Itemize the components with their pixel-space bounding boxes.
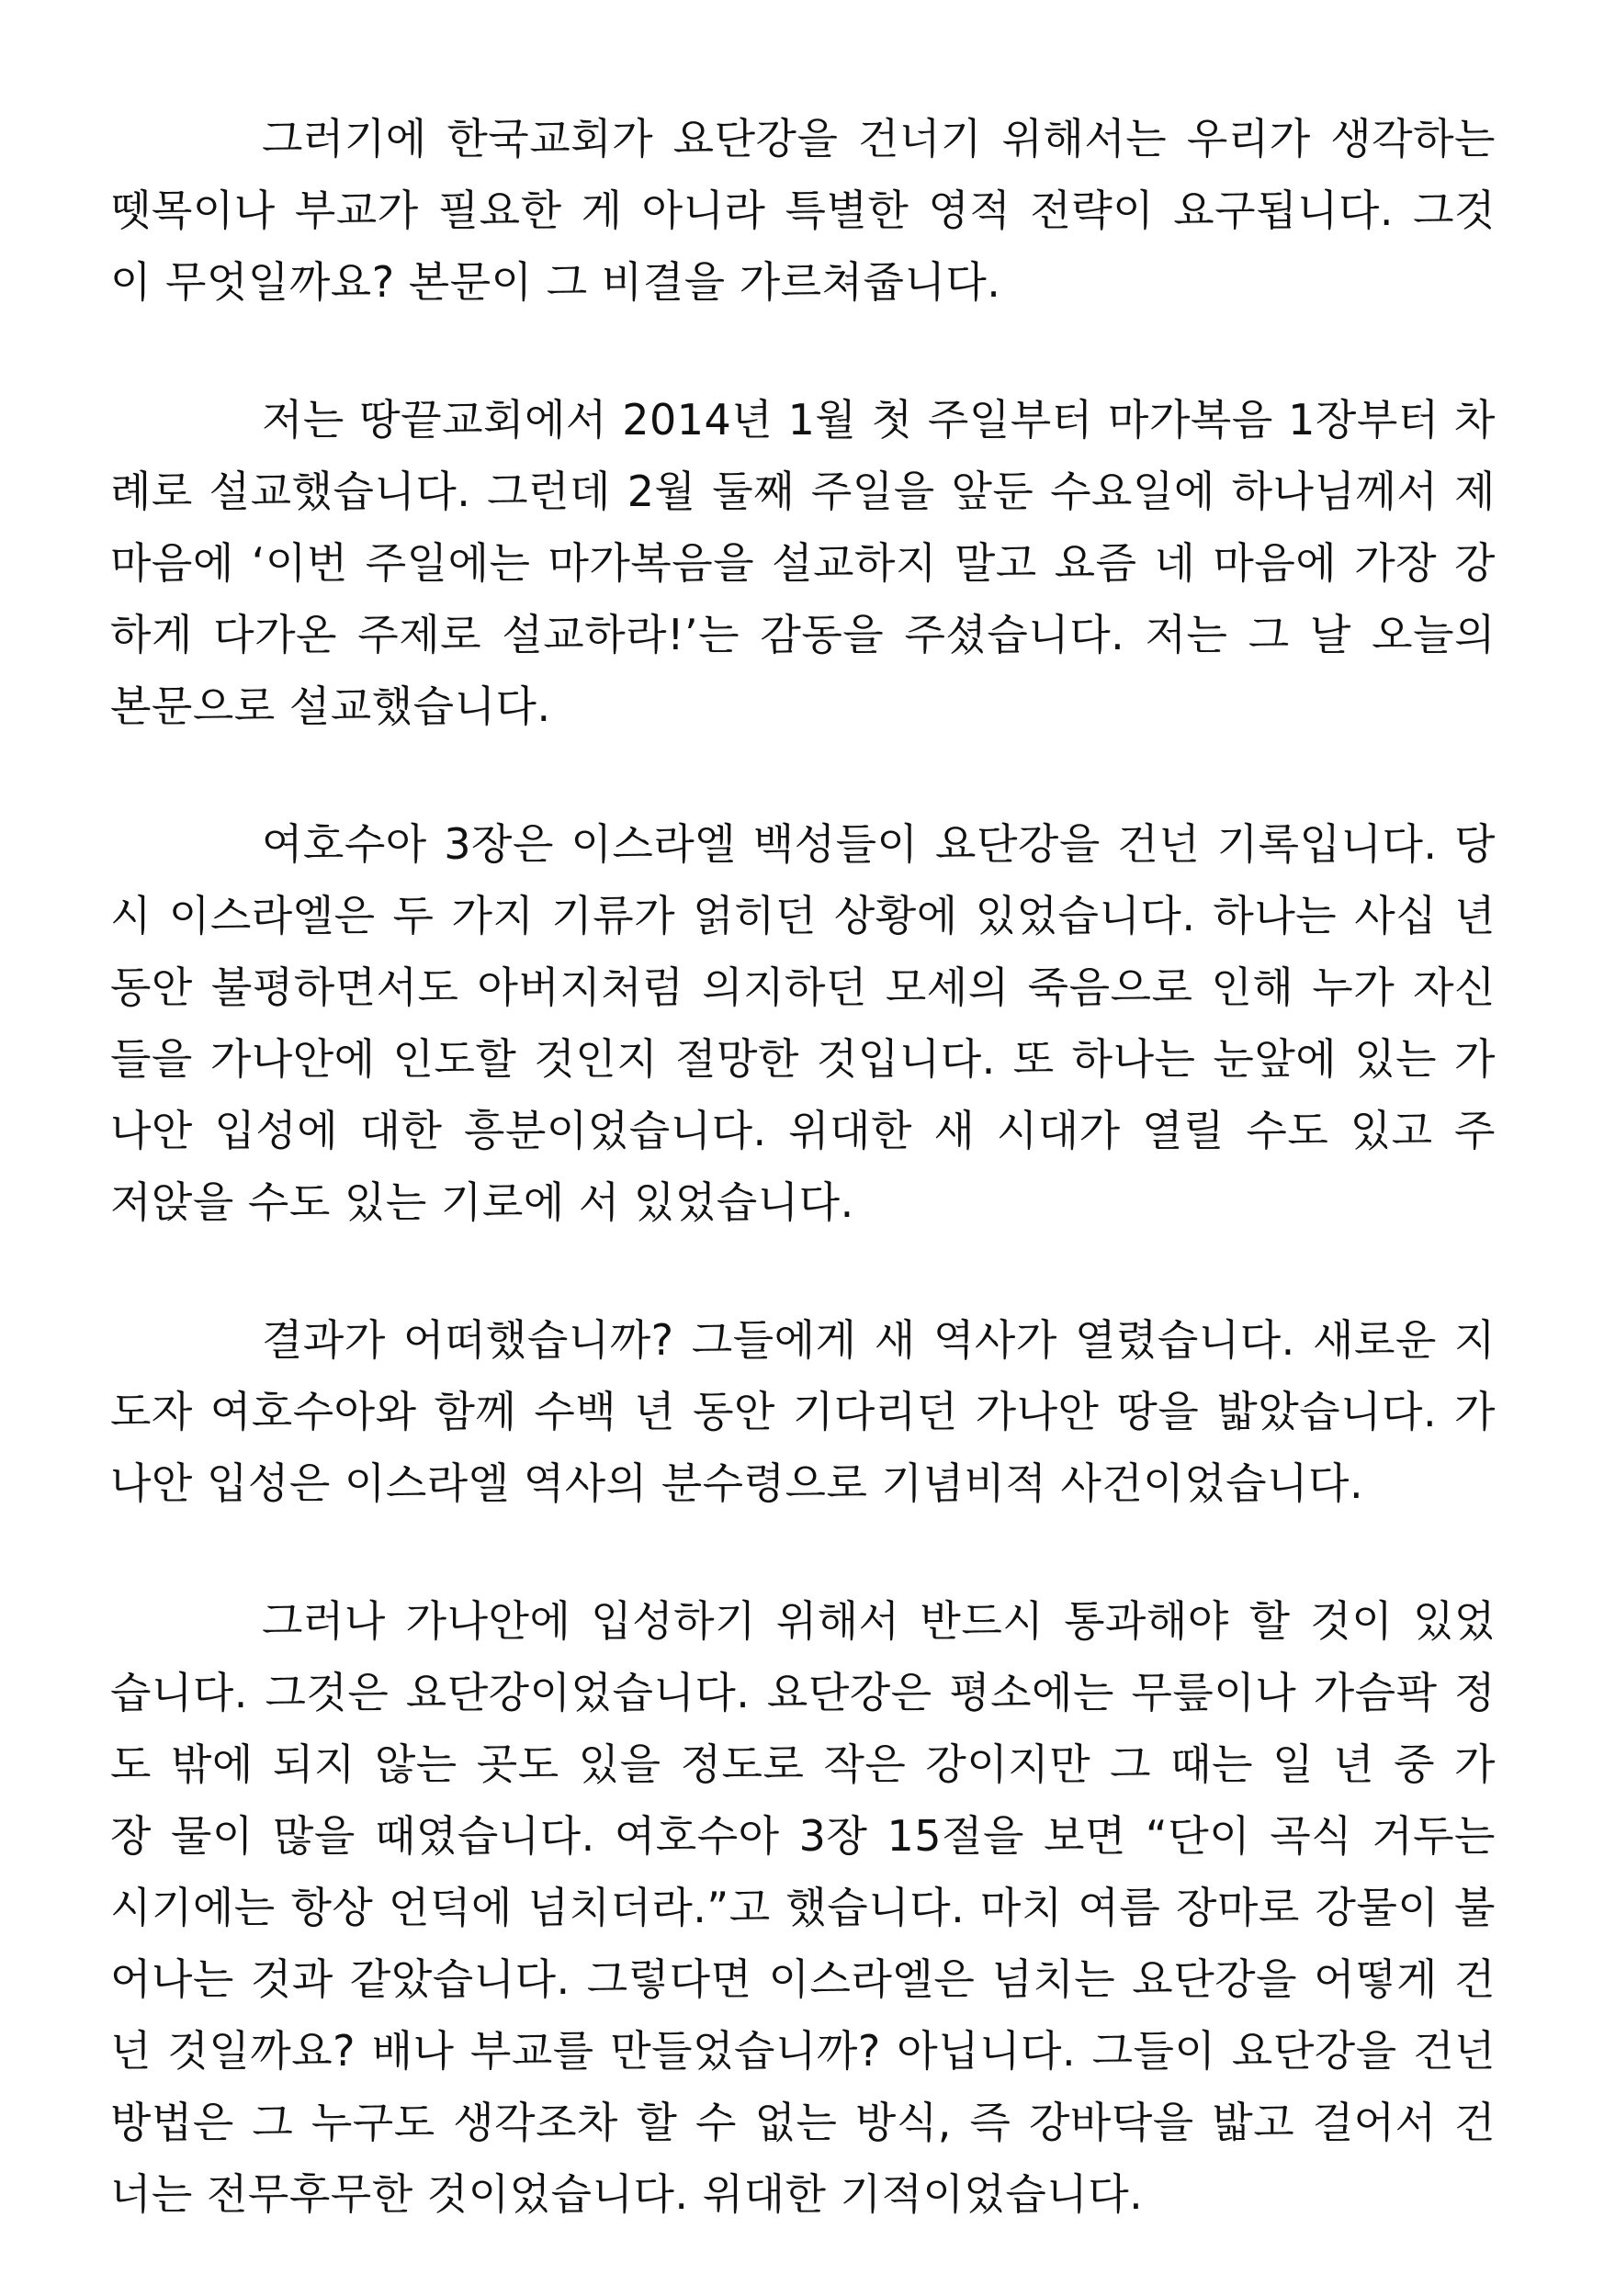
paragraph-5 bbox=[110, 1585, 1496, 2230]
paragraph-1 bbox=[110, 103, 1496, 318]
text-line: 하게 다가온 주제로 설교하라!’는 감동을 주셨습니다. 저는 그 날 오늘의 bbox=[110, 610, 1496, 659]
document-page bbox=[110, 103, 1496, 2296]
text-line: 도자 여호수아와 함께 수백 년 동안 기다리던 가나안 땅을 밟았습니다. 가 bbox=[110, 1387, 1496, 1436]
text-line: 그러나 가나안에 입성하기 위해서 반드시 통과해야 할 것이 있었 bbox=[262, 1596, 1496, 1646]
text-line: 시기에는 항상 언덕에 넘치더라.”고 했습니다. 마치 여름 장마로 강물이 불 bbox=[110, 1883, 1496, 1932]
paragraph-2 bbox=[110, 384, 1496, 742]
paragraph-3 bbox=[110, 808, 1496, 1238]
text-line: 그러기에 한국교회가 요단강을 건너기 위해서는 우리가 생각하는 bbox=[262, 114, 1496, 163]
text-line: 례로 설교했습니다. 그런데 2월 둘째 주일을 앞둔 수요일에 하나님께서 제 bbox=[110, 467, 1496, 516]
text-line: 저는 땅끝교회에서 2014년 1월 첫 주일부터 마가복음 1장부터 차 bbox=[262, 395, 1496, 445]
text-line: 시 이스라엘은 두 가지 기류가 얽히던 상황에 있었습니다. 하나는 사십 년 bbox=[110, 891, 1496, 940]
paragraph-4 bbox=[110, 1304, 1496, 1519]
text-line: 어나는 것과 같았습니다. 그렇다면 이스라엘은 넘치는 요단강을 어떻게 건 bbox=[110, 1954, 1496, 2004]
text-line: 결과가 어떠했습니까? 그들에게 새 역사가 열렸습니다. 새로운 지 bbox=[262, 1315, 1496, 1365]
text-line: 뗏목이나 부교가 필요한 게 아니라 특별한 영적 전략이 요구됩니다. 그것 bbox=[110, 186, 1496, 235]
text-line: 이 무엇일까요? 본문이 그 비결을 가르쳐줍니다. bbox=[110, 257, 1001, 307]
text-line: 습니다. 그것은 요단강이었습니다. 요단강은 평소에는 무릎이나 가슴팍 정 bbox=[110, 1668, 1496, 1717]
text-line: 넌 것일까요? 배나 부교를 만들었습니까? 아닙니다. 그들이 요단강을 건넌 bbox=[110, 2026, 1496, 2076]
text-line: 방법은 그 누구도 생각조차 할 수 없는 방식, 즉 강바닥을 밟고 걸어서 건 bbox=[110, 2098, 1496, 2147]
text-line: 장 물이 많을 때였습니다. 여호수아 3장 15절을 보면 “단이 곡식 거두는 bbox=[110, 1811, 1496, 1861]
text-line: 마음에 ‘이번 주일에는 마가복음을 설교하지 말고 요즘 네 마음에 가장 강 bbox=[110, 538, 1496, 588]
text-line: 본문으로 설교했습니다. bbox=[110, 681, 551, 731]
text-line: 저앉을 수도 있는 기로에 서 있었습니다. bbox=[110, 1177, 854, 1227]
text-line: 들을 가나안에 인도할 것인지 절망한 것입니다. 또 하나는 눈앞에 있는 가 bbox=[110, 1034, 1496, 1084]
text-line: 여호수아 3장은 이스라엘 백성들이 요단강을 건넌 기록입니다. 당 bbox=[262, 819, 1496, 869]
text-line: 나안 입성에 대한 흥분이었습니다. 위대한 새 시대가 열릴 수도 있고 주 bbox=[110, 1106, 1496, 1155]
text-line: 도 밖에 되지 않는 곳도 있을 정도로 작은 강이지만 그 때는 일 년 중 가 bbox=[110, 1739, 1496, 1789]
text-line: 나안 입성은 이스라엘 역사의 분수령으로 기념비적 사건이었습니다. bbox=[110, 1458, 1364, 1508]
text-line: 너는 전무후무한 것이었습니다. 위대한 기적이었습니다. bbox=[110, 2169, 1144, 2219]
text-line: 동안 불평하면서도 아버지처럼 의지하던 모세의 죽음으로 인해 누가 자신 bbox=[110, 962, 1496, 1012]
